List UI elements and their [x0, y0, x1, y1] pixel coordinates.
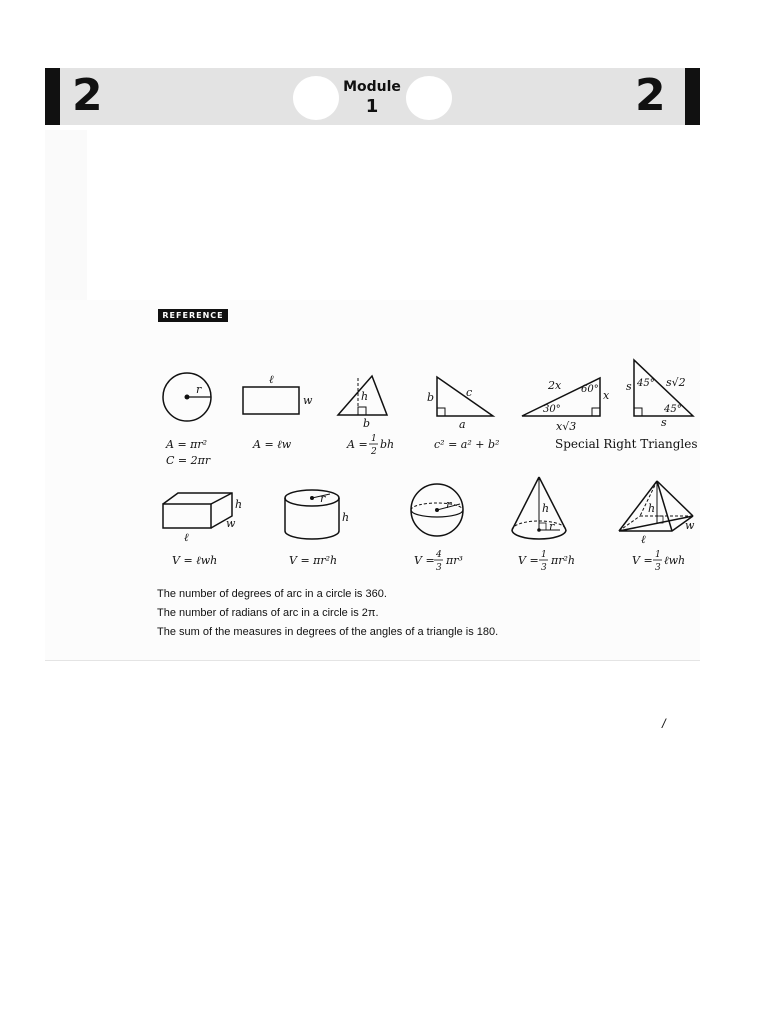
pyramid-w-label: w	[685, 519, 695, 532]
special-x-label: x	[603, 389, 610, 402]
cone-formula-den: 3	[541, 563, 547, 573]
section-number-right: 2	[635, 70, 666, 121]
pyramid-formula-num: 1	[655, 550, 661, 560]
sphere-formula-den: 3	[436, 563, 442, 573]
special-sr2-label: s√2	[666, 376, 686, 389]
cone-formula-num: 1	[541, 550, 547, 560]
special-xr3-label: x√3	[556, 420, 577, 433]
section-number-left: 2	[72, 70, 103, 121]
special-s-left-label: s	[626, 380, 632, 393]
box-volume-formula: V = ℓwh	[172, 554, 218, 567]
rectangle-figure	[243, 373, 313, 451]
pyramid-formula-den: 3	[655, 563, 661, 573]
cylinder-figure	[285, 490, 349, 567]
triangle-formula-num: 1	[371, 434, 377, 444]
page-mark: /	[662, 716, 666, 731]
module-number: 1	[365, 96, 379, 117]
triangle-formula-right: bh	[380, 438, 395, 451]
pyramid-h-label: h	[648, 502, 656, 515]
triangle-b-label: b	[363, 417, 371, 430]
sphere-formula-num: 4	[436, 550, 442, 560]
triangle-45-figure	[626, 360, 693, 429]
pyramid-formula-right: ℓwh	[664, 554, 686, 567]
pyramid-figure	[619, 481, 695, 573]
cylinder-r-label: r	[320, 492, 326, 505]
rectangle-area-formula: A = ℓw	[253, 438, 292, 451]
rectangle-w-label: w	[303, 394, 313, 407]
fact-radians: The number of radians of arc in a circle is 2π.	[157, 607, 379, 619]
module-label: Module	[343, 79, 401, 95]
triangle-figure	[338, 376, 394, 457]
circle-figure	[163, 373, 211, 467]
circle-circumference-formula: C = 2πr	[166, 454, 211, 467]
right-triangle-b-label: b	[427, 391, 435, 404]
right-triangle-a-label: a	[459, 418, 466, 431]
sphere-r-label: r	[446, 498, 452, 511]
sphere-formula-left: V =	[414, 554, 435, 567]
cone-formula-right: πr²h	[551, 554, 575, 567]
special-45-top-label: 45°	[637, 378, 655, 389]
cone-figure	[512, 477, 575, 573]
sphere-formula-right: πr³	[446, 554, 463, 567]
box-l-label: ℓ	[184, 531, 189, 544]
special-2x-label: 2x	[548, 379, 562, 392]
cone-formula-left: V =	[518, 554, 539, 567]
triangle-h-label: h	[361, 390, 369, 403]
cone-r-label: r	[549, 520, 555, 533]
box-h-label: h	[235, 498, 243, 511]
pyramid-formula-left: V =	[632, 554, 653, 567]
cylinder-h-label: h	[342, 511, 350, 524]
cylinder-volume-formula: V = πr²h	[289, 554, 338, 567]
rectangle-l-label: ℓ	[269, 373, 274, 386]
box-w-label: w	[226, 517, 236, 530]
reference-label: REFERENCE	[158, 309, 228, 322]
circle-r-label: r	[196, 383, 202, 396]
pyramid-l-label: ℓ	[641, 533, 646, 546]
pythagorean-formula: c² = a² + b²	[434, 438, 500, 451]
triangle-formula-den: 2	[371, 447, 377, 457]
triangle-30-60-figure	[522, 378, 610, 433]
special-45-bottom-label: 45°	[664, 404, 682, 415]
circle-area-formula: A = πr²	[166, 438, 208, 451]
right-triangle-c-label: c	[466, 386, 473, 399]
box-figure	[163, 493, 242, 567]
right-triangle-figure	[427, 377, 499, 451]
special-60-label: 60°	[581, 384, 599, 395]
cone-h-label: h	[542, 502, 550, 515]
special-s-bottom-label: s	[661, 416, 667, 429]
fact-triangle-sum: The sum of the measures in degrees of the angles of a triangle is 180.	[157, 626, 499, 638]
fact-degrees: The number of degrees of arc in a circle is 360.	[157, 588, 387, 600]
triangle-formula-left: A =	[347, 438, 368, 451]
special-right-triangles-caption: Special Right Triangles	[555, 437, 698, 451]
sphere-figure	[411, 484, 463, 573]
special-30-label: 30°	[543, 404, 561, 415]
